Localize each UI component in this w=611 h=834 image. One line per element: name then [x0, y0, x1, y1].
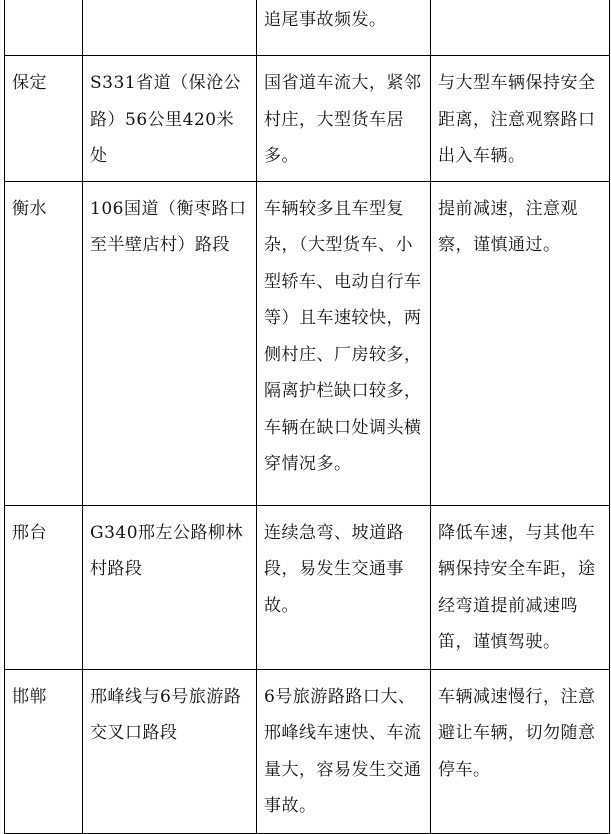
road-safety-table: [4, 0, 610, 834]
table-row: [5, 181, 610, 505]
city-cell: [5, 0, 83, 56]
safety-tip-cell: 与大型车辆保持安全距离，注意观察路口出入车辆。: [431, 56, 610, 182]
table-row: [5, 0, 610, 56]
accident-reason-cell: 追尾事故频发。: [257, 0, 431, 56]
road-section-cell: 106国道（衡枣路口至半壁店村）路段: [83, 181, 257, 505]
safety-tip-cell: 降低车速，与其他车辆保持安全车距，途经弯道提前减速鸣笛，谨慎驾驶。: [431, 505, 610, 669]
city-cell: 保定: [5, 56, 83, 182]
table-row: [5, 669, 610, 833]
city-cell: 衡水: [5, 181, 83, 505]
safety-tip-cell: 提前减速，注意观察，谨慎通过。: [431, 181, 610, 505]
road-section-cell: S331省道（保沧公路）56公里420米处: [83, 56, 257, 182]
table-row: [5, 56, 610, 182]
road-section-cell: G340邢左公路柳林村路段: [83, 505, 257, 669]
safety-tip-cell: 车辆减速慢行，注意避让车辆，切勿随意停车。: [431, 669, 610, 833]
accident-reason-cell: 国省道车流大，紧邻村庄，大型货车居多。: [257, 56, 431, 182]
road-section-cell: 邢峰线与6号旅游路交叉口路段: [83, 669, 257, 833]
city-cell: 邢台: [5, 505, 83, 669]
accident-reason-cell: 6号旅游路路口大、邢峰线车速快、车流量大，容易发生交通事故。: [257, 669, 431, 833]
accident-reason-cell: 车辆较多且车型复杂，（大型货车、小型轿车、电动自行车等）且车速较快，两侧村庄、厂房较多，隔离护栏缺口较多，车辆在缺口处调头横穿情况多。: [257, 181, 431, 505]
city-cell: 邯郸: [5, 669, 83, 833]
safety-tip-cell: [431, 0, 610, 56]
table-row: [5, 505, 610, 669]
road-section-cell: [83, 0, 257, 56]
accident-reason-cell: 连续急弯、坡道路段，易发生交通事故。: [257, 505, 431, 669]
